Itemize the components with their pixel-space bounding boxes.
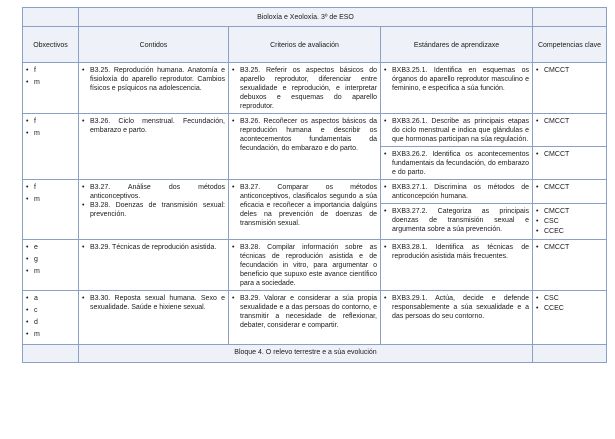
standard-item: • BXB3.28.1. Identifica as técnicas de reprodución asistida máis frecuentes. <box>384 243 529 261</box>
footer-empty-cell <box>533 345 607 363</box>
content-item: • B3.30. Reposta sexual humana. Sexo e sexualidade. Saúde e hixiene sexual. <box>82 294 225 312</box>
objectives-cell <box>23 291 79 345</box>
competences-cell <box>533 204 607 240</box>
standard-list <box>384 66 529 93</box>
standard-list <box>384 207 529 234</box>
competences-cell <box>533 63 607 114</box>
table-row <box>23 63 607 114</box>
criterion-item-list <box>232 294 377 330</box>
standard-item: • BXB3.29.1. Actúa, decide e defende responsablemente a súa sexualidade e a das persoas do seu contorno. <box>384 294 529 321</box>
criterion-item-list <box>232 243 377 288</box>
competence-item-list <box>536 294 603 313</box>
content-item-list <box>82 243 225 252</box>
table-body <box>23 63 607 345</box>
criteria-cell <box>229 291 381 345</box>
content-item: • B3.27. Análise dos métodos anticonceptivos. <box>82 183 225 201</box>
competence-item-list <box>536 183 603 192</box>
criterion-item: • B3.25. Referir os aspectos básicos do aparello reprodutor, diferenciar entre sexualidade e reprodución, e interpretar debuxos e esquemas do aparello reprodutor. <box>232 66 377 111</box>
contents-cell <box>79 114 229 180</box>
criterion-item: • B3.26. Recoñecer os aspectos básicos da reprodución humana e describir os acontecementos fundamentais da fecundación, do embarazo e do parto. <box>232 117 377 153</box>
competences-cell <box>533 114 607 147</box>
objective-item: • a <box>26 294 75 303</box>
content-item: • B3.29. Técnicas de reprodución asistida. <box>82 243 225 252</box>
criterion-item: • B3.28. Compilar información sobre as técnicas de reprodución asistida e de fecundación in vitro, para argumentar o beneficio que supuxo este avance científico para a sociedade. <box>232 243 377 288</box>
competence-item: • CMCCT <box>536 207 603 216</box>
standard-cell <box>381 204 533 240</box>
table-row <box>23 291 607 345</box>
standard-item: • BXB3.26.2. Identifica os acontecementos fundamentais da fecundación, do embarazo e do parto. <box>384 150 529 177</box>
objective-item-list <box>26 117 75 138</box>
objective-item: • m <box>26 330 75 339</box>
curriculum-table <box>22 7 607 363</box>
competence-item: • CCEC <box>536 304 603 313</box>
competence-item-list <box>536 150 603 159</box>
header-empty-cell <box>533 8 607 27</box>
competence-item: • CMCCT <box>536 66 603 75</box>
objective-item-list <box>26 66 75 87</box>
competences-cell <box>533 180 607 204</box>
objective-item: • d <box>26 318 75 327</box>
competence-item-list <box>536 207 603 236</box>
competence-item: • CMCCT <box>536 243 603 252</box>
content-item: • B3.26. Ciclo menstrual. Fecundación, embarazo e parto. <box>82 117 225 135</box>
objective-item: • m <box>26 129 75 138</box>
contents-cell <box>79 180 229 240</box>
criterion-item-list <box>232 183 377 228</box>
competence-item: • CMCCT <box>536 117 603 126</box>
standard-cell <box>381 180 533 204</box>
competence-item: • CSC <box>536 217 603 226</box>
standard-item: • BXB3.27.1. Discrimina os métodos de anticoncepción humana. <box>384 183 529 201</box>
competence-item: • CMCCT <box>536 183 603 192</box>
content-item-list <box>82 183 225 219</box>
competence-item: • CSC <box>536 294 603 303</box>
competence-item: • CMCCT <box>536 150 603 159</box>
objective-item: • m <box>26 195 75 204</box>
objective-item: • f <box>26 66 75 75</box>
objective-item: • c <box>26 306 75 315</box>
objective-item-list <box>26 294 75 339</box>
standard-list <box>384 243 529 261</box>
objective-item: • f <box>26 183 75 192</box>
objectives-cell <box>23 114 79 180</box>
competences-cell <box>533 291 607 345</box>
contents-cell <box>79 63 229 114</box>
competence-item-list <box>536 117 603 126</box>
footer-empty-cell <box>23 345 79 363</box>
objective-item: • m <box>26 267 75 276</box>
criterion-item: • B3.29. Valorar e considerar a súa propia sexualidade e a das persoas do contorno, e transmitir a necesidade de reflexionar, debater, considerar e compartir. <box>232 294 377 330</box>
objectives-cell <box>23 240 79 291</box>
criteria-cell <box>229 63 381 114</box>
criterion-item: • B3.27. Comparar os métodos anticonceptivos, clasificalos segundo a súa eficacia e recoñecer a importancia dalgúns deles na prevención de doenzas de transmisión sexual. <box>232 183 377 228</box>
competence-item: • CCEC <box>536 227 603 236</box>
standard-cell <box>381 147 533 180</box>
objective-item: • e <box>26 243 75 252</box>
standard-list <box>384 294 529 321</box>
objective-item: • f <box>26 117 75 126</box>
content-item-list <box>82 294 225 312</box>
competence-item-list <box>536 66 603 75</box>
header-empty-cell <box>23 8 79 27</box>
objective-item: • g <box>26 255 75 264</box>
standard-cell <box>381 63 533 114</box>
standard-item: • BXB3.27.2. Categoriza as principais doenzas de transmisión sexual e argumenta sobre a súa prevención. <box>384 207 529 234</box>
criterion-item-list <box>232 117 377 153</box>
objectives-cell <box>23 180 79 240</box>
objective-item: • m <box>26 78 75 87</box>
standard-list <box>384 117 529 144</box>
table-row <box>23 180 607 204</box>
standard-item: • BXB3.25.1. Identifica en esquemas os órganos do aparello reprodutor masculino e feminino, e especifica a súa función. <box>384 66 529 93</box>
criteria-cell <box>229 240 381 291</box>
standard-cell <box>381 240 533 291</box>
col-header-objectives: Obxectivos <box>23 27 79 63</box>
standard-item: • BXB3.26.1. Describe as principais etapas do ciclo menstrual e indica que glándulas e que hormonas participan na súa regulación. <box>384 117 529 144</box>
criterion-item-list <box>232 66 377 111</box>
content-item-list <box>82 117 225 135</box>
col-header-competences: Competencias clave <box>533 27 607 63</box>
competences-cell <box>533 147 607 180</box>
subject-title: Bioloxía e Xeoloxía. 3º de ESO <box>79 8 533 27</box>
standard-cell <box>381 114 533 147</box>
contents-cell <box>79 291 229 345</box>
standard-cell <box>381 291 533 345</box>
competences-cell <box>533 240 607 291</box>
col-header-standards: Estándares de aprendizaxe <box>381 27 533 63</box>
table-row <box>23 240 607 291</box>
content-item-list <box>82 66 225 93</box>
objectives-cell <box>23 63 79 114</box>
next-block-title: Bloque 4. O relevo terrestre e a súa evolución <box>79 345 533 363</box>
content-item: • B3.25. Reprodución humana. Anatomía e fisioloxía do aparello reprodutor. Cambios físicos e psíquicos na adolescencia. <box>82 66 225 93</box>
standard-list <box>384 150 529 177</box>
col-header-contents: Contidos <box>79 27 229 63</box>
content-item: • B3.28. Doenzas de transmisión sexual: prevención. <box>82 201 225 219</box>
table-row <box>23 114 607 147</box>
contents-cell <box>79 240 229 291</box>
competence-item-list <box>536 243 603 252</box>
criteria-cell <box>229 180 381 240</box>
standard-list <box>384 183 529 201</box>
objective-item-list <box>26 183 75 204</box>
col-header-criteria: Criterios de avaliación <box>229 27 381 63</box>
criteria-cell <box>229 114 381 180</box>
objective-item-list <box>26 243 75 276</box>
